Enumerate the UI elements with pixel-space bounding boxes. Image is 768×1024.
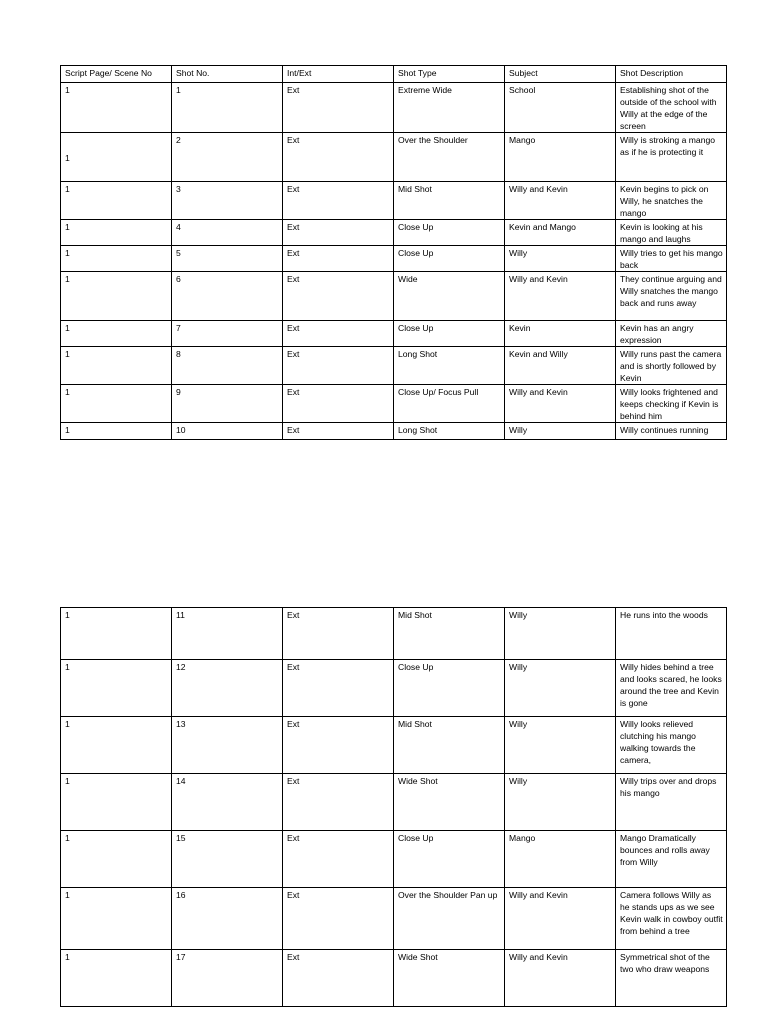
table-row [61,385,727,423]
table-row [61,717,727,774]
cell-int-ext: Ext [283,950,394,1007]
cell-subject: Kevin and Willy [505,347,616,385]
cell-int-ext: Ext [283,385,394,423]
cell-shot-type: Close Up [394,831,505,888]
header-shot-no: Shot No. [172,66,283,83]
shot-list-table-1 [60,65,727,440]
cell-scene: 1 [61,246,172,272]
cell-shot-description: Willy hides behind a tree and looks scared, he looks around the tree and Kevin is gone [616,660,727,717]
cell-shot-no: 10 [172,423,283,440]
table-row [61,220,727,246]
cell-subject: Mango [505,831,616,888]
cell-shot-description: Willy tries to get his mango back [616,246,727,272]
cell-shot-description: He runs into the woods [616,608,727,660]
cell-shot-type: Close Up [394,246,505,272]
cell-shot-no: 11 [172,608,283,660]
header-shot-description: Shot Description [616,66,727,83]
cell-int-ext: Ext [283,831,394,888]
cell-shot-no: 6 [172,272,283,321]
cell-shot-type: Close Up/ Focus Pull [394,385,505,423]
table-row [61,321,727,347]
table-row [61,246,727,272]
cell-shot-no: 4 [172,220,283,246]
cell-shot-no: 12 [172,660,283,717]
cell-scene: 1 [61,83,172,133]
cell-shot-type: Close Up [394,321,505,347]
cell-int-ext: Ext [283,133,394,182]
cell-scene: 1 [61,717,172,774]
cell-subject: Willy and Kevin [505,888,616,950]
cell-shot-description: Willy looks frightened and keeps checking if Kevin is behind him [616,385,727,423]
cell-shot-type: Mid Shot [394,608,505,660]
table-row [61,272,727,321]
cell-shot-description: Willy runs past the camera and is shortly followed by Kevin [616,347,727,385]
cell-shot-description: Camera follows Willy as he stands ups as we see Kevin walk in cowboy outfit from behind a tree [616,888,727,950]
cell-shot-description: Establishing shot of the outside of the school with Willy at the edge of the screen [616,83,727,133]
table-row [61,888,727,950]
cell-int-ext: Ext [283,182,394,220]
cell-shot-type: Long Shot [394,347,505,385]
cell-scene: 1 [61,385,172,423]
cell-shot-type: Over the Shoulder Pan up [394,888,505,950]
table-row [61,950,727,1007]
cell-subject: Willy [505,608,616,660]
cell-int-ext: Ext [283,347,394,385]
cell-scene: 1 [61,608,172,660]
cell-subject: Willy and Kevin [505,272,616,321]
cell-shot-description: Willy is stroking a mango as if he is protecting it [616,133,727,182]
cell-shot-no: 8 [172,347,283,385]
header-subject: Subject [505,66,616,83]
cell-shot-no: 15 [172,831,283,888]
cell-subject: Willy [505,246,616,272]
table-row [61,133,727,182]
cell-int-ext: Ext [283,888,394,950]
header-int-ext: Int/Ext [283,66,394,83]
cell-subject: Willy [505,717,616,774]
cell-shot-type: Mid Shot [394,182,505,220]
cell-scene: 1 [61,220,172,246]
cell-int-ext: Ext [283,717,394,774]
cell-int-ext: Ext [283,246,394,272]
cell-shot-no: 1 [172,83,283,133]
cell-shot-no: 9 [172,385,283,423]
cell-scene: 1 [61,831,172,888]
cell-subject: Willy [505,774,616,831]
cell-int-ext: Ext [283,220,394,246]
cell-shot-no: 16 [172,888,283,950]
cell-subject: Mango [505,133,616,182]
table-row [61,182,727,220]
table-row [61,608,727,660]
cell-subject: Kevin and Mango [505,220,616,246]
cell-shot-description: Kevin has an angry expression [616,321,727,347]
cell-scene: 1 [61,774,172,831]
cell-shot-type: Wide [394,272,505,321]
cell-shot-no: 17 [172,950,283,1007]
cell-int-ext: Ext [283,321,394,347]
cell-subject: Willy and Kevin [505,182,616,220]
shot-list-table-2-body [61,608,727,1007]
cell-int-ext: Ext [283,660,394,717]
cell-scene: 1 [61,888,172,950]
cell-shot-no: 3 [172,182,283,220]
cell-shot-no: 7 [172,321,283,347]
cell-shot-type: Close Up [394,660,505,717]
cell-scene: 1 [61,133,172,182]
cell-int-ext: Ext [283,774,394,831]
shot-list-table-2 [60,607,727,1007]
cell-shot-type: Long Shot [394,423,505,440]
cell-int-ext: Ext [283,423,394,440]
header-shot-type: Shot Type [394,66,505,83]
cell-shot-no: 13 [172,717,283,774]
cell-shot-type: Over the Shoulder [394,133,505,182]
cell-int-ext: Ext [283,608,394,660]
cell-shot-type: Wide Shot [394,950,505,1007]
cell-shot-description: Kevin is looking at his mango and laughs [616,220,727,246]
cell-shot-type: Wide Shot [394,774,505,831]
cell-scene: 1 [61,347,172,385]
cell-scene: 1 [61,950,172,1007]
shot-list-table-1-body [61,66,727,440]
header-scene: Script Page/ Scene No [61,66,172,83]
table-row [61,660,727,717]
cell-subject: Willy [505,660,616,717]
cell-scene: 1 [61,660,172,717]
cell-scene: 1 [61,423,172,440]
header-row [61,66,727,83]
cell-shot-description: Willy trips over and drops his mango [616,774,727,831]
cell-shot-description: Willy looks relieved clutching his mango walking towards the camera, [616,717,727,774]
cell-shot-description: Willy continues running [616,423,727,440]
table-row [61,347,727,385]
cell-subject: Willy and Kevin [505,950,616,1007]
cell-subject: Kevin [505,321,616,347]
table-row [61,83,727,133]
cell-shot-type: Close Up [394,220,505,246]
table-row [61,423,727,440]
cell-shot-description: They continue arguing and Willy snatches the mango back and runs away [616,272,727,321]
cell-shot-no: 2 [172,133,283,182]
table-row [61,774,727,831]
cell-subject: Willy and Kevin [505,385,616,423]
cell-subject: Willy [505,423,616,440]
cell-shot-type: Extreme Wide [394,83,505,133]
cell-scene: 1 [61,321,172,347]
cell-subject: School [505,83,616,133]
cell-scene: 1 [61,272,172,321]
cell-int-ext: Ext [283,272,394,321]
cell-shot-description: Mango Dramatically bounces and rolls away from Willy [616,831,727,888]
cell-shot-description: Kevin begins to pick on Willy, he snatches the mango [616,182,727,220]
cell-shot-type: Mid Shot [394,717,505,774]
cell-scene: 1 [61,182,172,220]
cell-shot-description: Symmetrical shot of the two who draw weapons [616,950,727,1007]
table-row [61,831,727,888]
cell-shot-no: 5 [172,246,283,272]
cell-int-ext: Ext [283,83,394,133]
cell-shot-no: 14 [172,774,283,831]
